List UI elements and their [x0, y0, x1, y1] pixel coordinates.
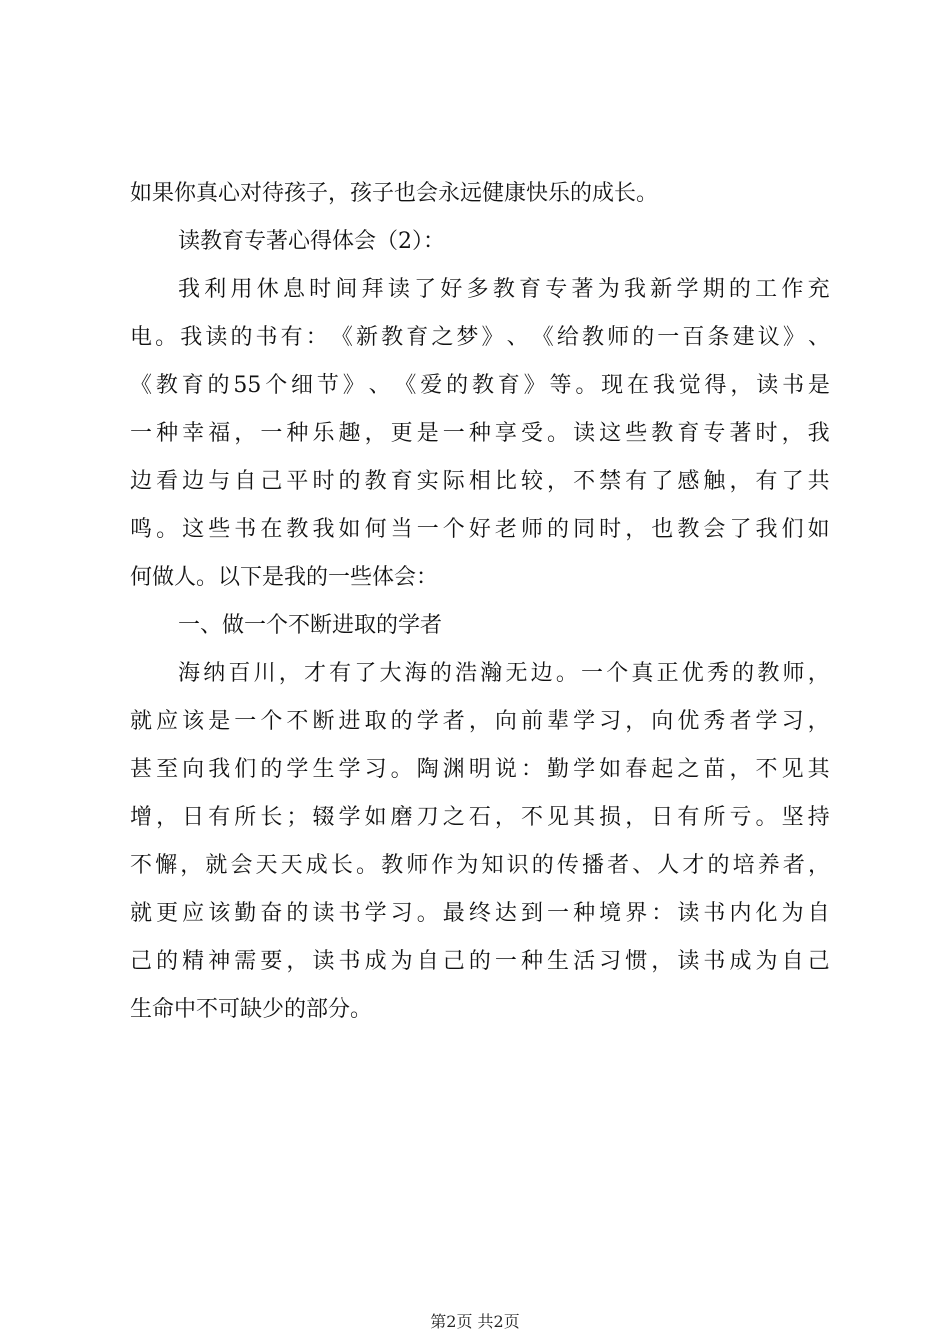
text-line: 一 种 幸 福 ， 一 种 乐 趣 ， 更 是 一 种 享 受 。 读 这 些 教 育 专 著 时 ， 我 — [130, 421, 830, 446]
text-line: 我 利 用 休 息 时 间 拜 读 了 好 多 教 育 专 著 为 我 新 学 期 的 工 作 充 — [178, 277, 830, 302]
text-line: 海 纳 百 川 ， 才 有 了 大 海 的 浩 瀚 无 边 。 一 个 真 正 优 秀 的 教 师 ， — [178, 661, 830, 686]
text-line: 边 看 边 与 自 己 平 时 的 教 育 实 际 相 比 较 ， 不 禁 有 了 感 触 ， 有 了 共 — [130, 469, 830, 494]
text-line: 不 懈 ， 就 会 天 天 成 长 。 教 师 作 为 知 识 的 传 播 者 、 人 才 的 培 养 者 ， — [130, 853, 830, 878]
text-line: 生命中不可缺少的部分。 — [130, 997, 373, 1022]
text-line: 一、做一个不断进取的学者 — [178, 613, 443, 638]
text-line: 就 更 应 该 勤 奋 的 读 书 学 习 。 最 终 达 到 一 种 境 界 ： 读 书 内 化 为 自 — [130, 901, 830, 926]
page-footer: 第2页 共2页 — [430, 1312, 520, 1331]
document-body — [130, 170, 830, 1034]
text-line: 《 教 育 的 55 个 细 节 》 、 《 爱 的 教 育 》 等 。 现 在 我 觉 得 ， 读 书 是 — [130, 373, 830, 398]
text-line: 己 的 精 神 需 要 ， 读 书 成 为 自 己 的 一 种 生 活 习 惯 ， 读 书 成 为 自 己 — [130, 949, 830, 974]
text-line: 何做人。以下是我的一些体会： — [130, 565, 439, 590]
text-line: 就 应 该 是 一 个 不 断 进 取 的 学 者 ， 向 前 辈 学 习 ， 向 优 秀 者 学 习 ， — [130, 709, 830, 734]
text-line: 读教育专著心得体会（2）： — [178, 229, 445, 254]
text-line: 鸣 。 这 些 书 在 教 我 如 何 当 一 个 好 老 师 的 同 时 ， 也 教 会 了 我 们 如 — [130, 517, 830, 542]
text-line: 如果你真心对待孩子，孩子也会永远健康快乐的成长。 — [130, 181, 659, 206]
text-line: 电 。 我 读 的 书 有 ： 《 新 教 育 之 梦 》 、 《 给 教 师 的 一 百 条 建 议 》 、 — [130, 325, 830, 350]
text-line: 甚 至 向 我 们 的 学 生 学 习 。 陶 渊 明 说 ： 勤 学 如 春 起 之 苗 ， 不 见 其 — [130, 757, 830, 782]
text-line: 增 ， 日 有 所 长 ； 辍 学 如 磨 刀 之 石 ， 不 见 其 损 ， 日 有 所 亏 。 坚 持 — [130, 805, 830, 830]
